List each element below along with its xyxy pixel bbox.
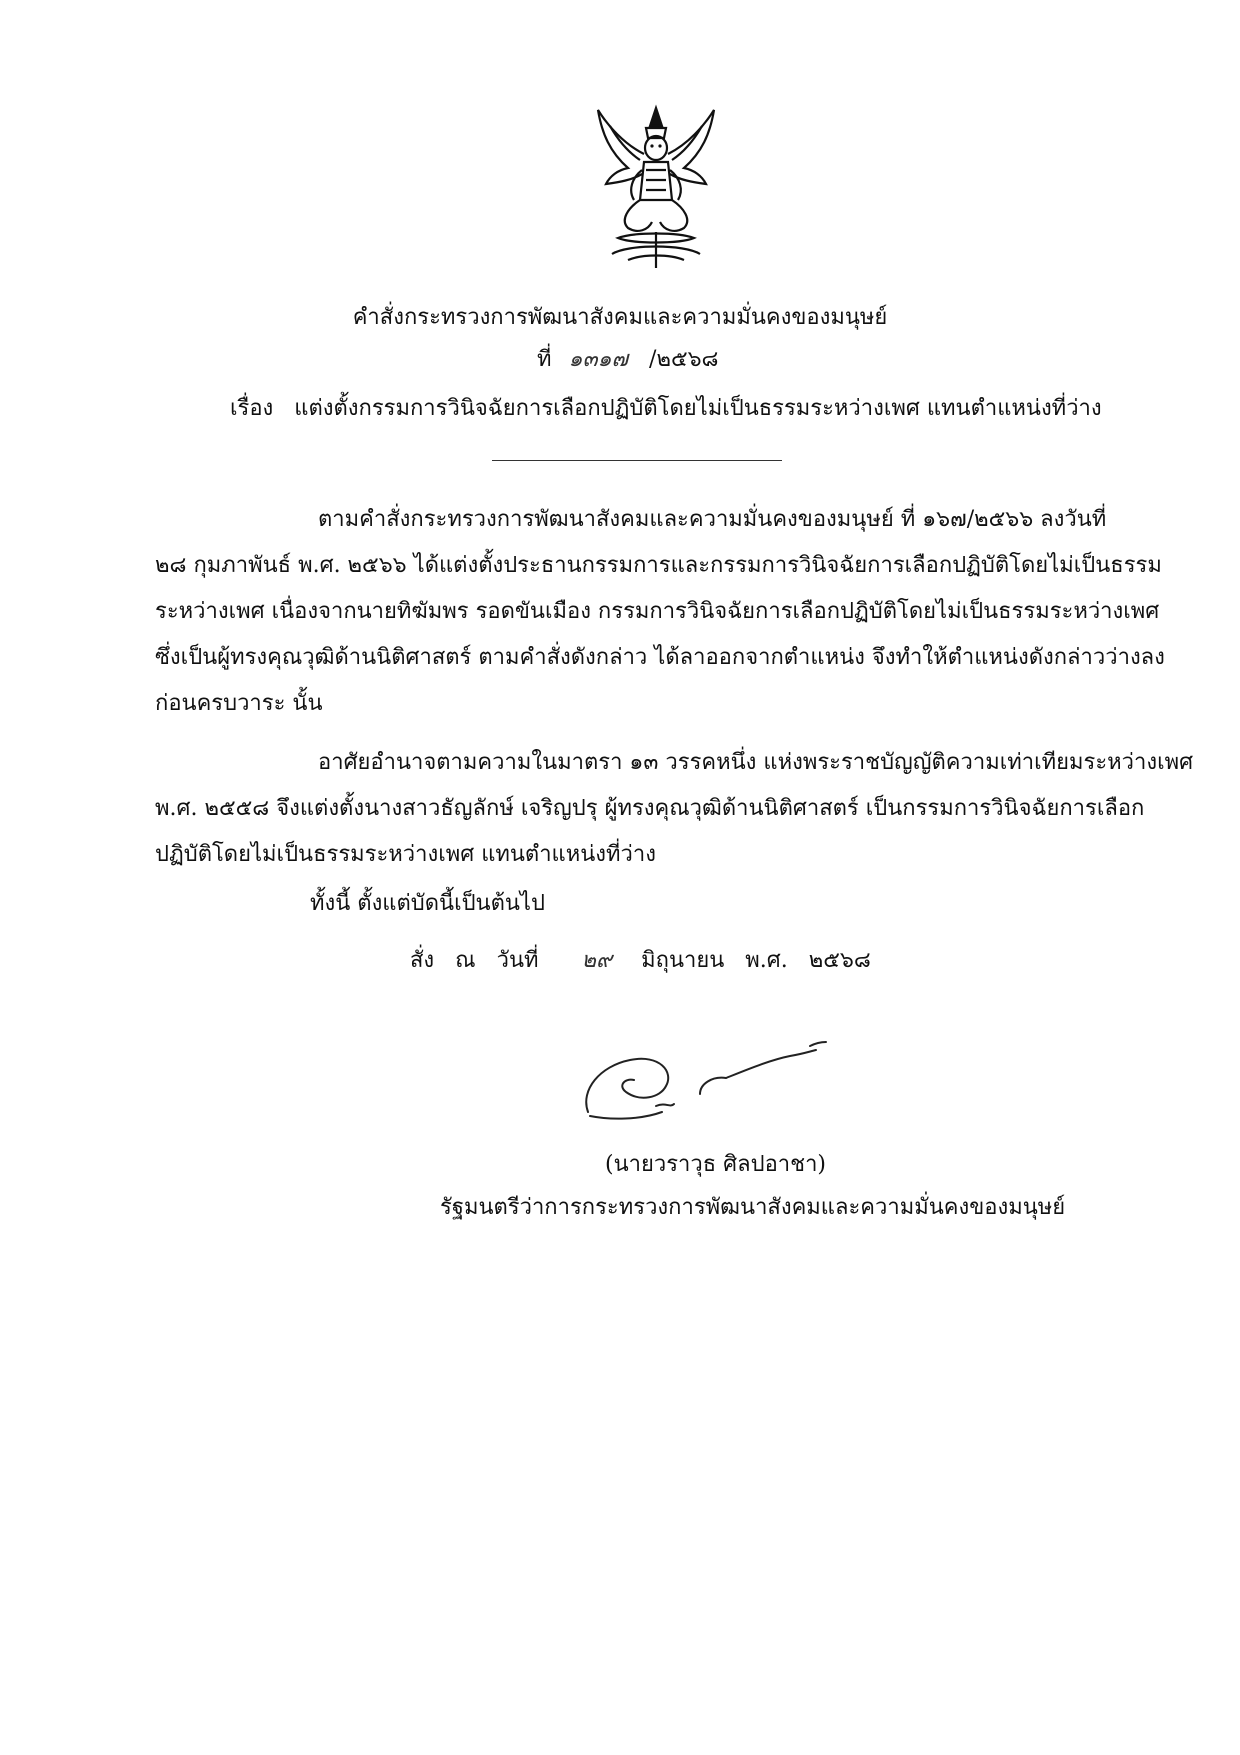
date-label: วันที่: [496, 948, 539, 973]
handwritten-signature: [570, 1020, 870, 1140]
paragraph-2-line: ปฏิบัติโดยไม่เป็นธรรมระหว่างเพศ แทนตำแหน่งที่ว่าง: [155, 842, 656, 867]
signed-year: ๒๕๖๘: [808, 948, 871, 973]
signed-era: พ.ศ.: [745, 948, 788, 973]
order-subject: [230, 394, 1102, 424]
garuda-emblem-icon: [588, 104, 724, 272]
paragraph-1-line: ตามคำสั่งกระทรวงการพัฒนาสังคมและความมั่นคงของมนุษย์ ที่ ๑๖๗/๒๕๖๖ ลงวันที่: [318, 507, 1107, 532]
signed-at: ณ: [455, 948, 476, 973]
order-title: คำสั่งกระทรวงการพัฒนาสังคมและความมั่นคงของมนุษย์: [352, 305, 888, 330]
number-value: ๑๓๑๗: [568, 347, 629, 372]
signed-month: มิถุนายน: [641, 948, 725, 973]
signed-date: [410, 946, 885, 976]
paragraph-1-line: ก่อนครบวาระ นั้น: [155, 691, 323, 716]
number-year: /๒๕๖๘: [649, 347, 719, 372]
paragraph-1-line: ระหว่างเพศ เนื่องจากนายทิฆัมพร รอดขันเมือง กรรมการวินิจฉัยการเลือกปฏิบัติโดยไม่เป็นธรรมระหว่างเพศ: [155, 599, 1160, 624]
effective-clause: ทั้งนี้ ตั้งแต่บัดนี้เป็นต้นไป: [310, 891, 545, 916]
divider: [492, 460, 782, 461]
order-number: [537, 345, 719, 375]
signed-prefix: สั่ง: [410, 948, 435, 973]
paragraph-1-line: ซึ่งเป็นผู้ทรงคุณวุฒิด้านนิติศาสตร์ ตามคำสั่งดังกล่าว ได้ลาออกจากตำแหน่ง จึงทำให้ตำแหน่งดังกล่าวว่างลง: [155, 645, 1165, 670]
signer-name: (นายวราวุธ ศิลปอาชา): [605, 1152, 827, 1177]
subject-text: แต่งตั้งกรรมการวินิจฉัยการเลือกปฏิบัติโดยไม่เป็นธรรมระหว่างเพศ แทนตำแหน่งที่ว่าง: [294, 396, 1102, 421]
signer-position: รัฐมนตรีว่าการกระทรวงการพัฒนาสังคมและความมั่นคงของมนุษย์: [440, 1195, 1066, 1220]
signed-day: ๒๙: [581, 948, 613, 973]
paragraph-2-line: พ.ศ. ๒๕๕๘ จึงแต่งตั้งนางสาวธัญลักษ์ เจริญปรุ ผู้ทรงคุณวุฒิด้านนิติศาสตร์ เป็นกรรมการวินิจฉัยการเลือก: [155, 796, 1145, 821]
number-label: ที่: [537, 347, 552, 372]
subject-label: เรื่อง: [230, 396, 274, 421]
paragraph-2-line: อาศัยอำนาจตามความในมาตรา ๑๓ วรรคหนึ่ง แห่งพระราชบัญญัติความเท่าเทียมระหว่างเพศ: [318, 750, 1194, 775]
paragraph-1-line: ๒๘ กุมภาพันธ์ พ.ศ. ๒๕๖๖ ได้แต่งตั้งประธานกรรมการและกรรมการวินิจฉัยการเลือกปฏิบัติโดยไม่เป็นธรรม: [155, 553, 1162, 578]
